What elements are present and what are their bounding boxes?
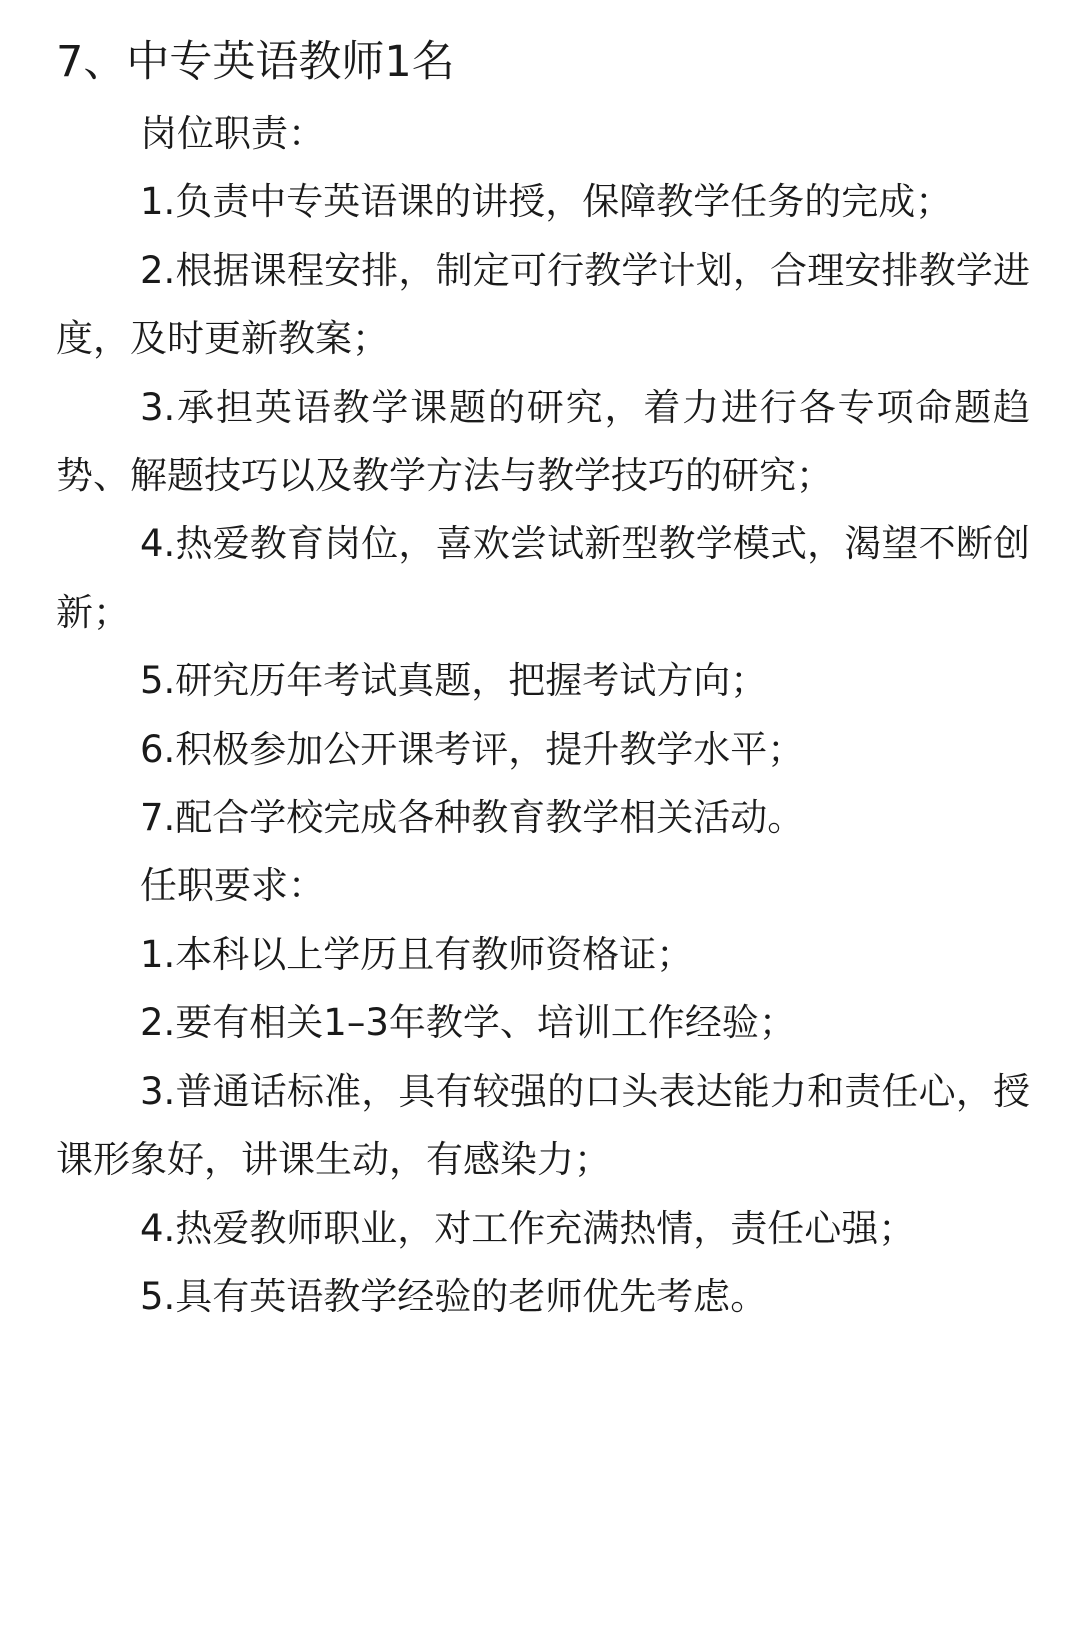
requirement-item: 1.本科以上学历且有教师资格证；: [140, 932, 694, 976]
duty-item: 6.积极参加公开课考评，提升教学水平；: [140, 727, 805, 771]
requirements-heading: 任职要求：: [140, 864, 325, 908]
requirement-item: 3.普通话标准，具有较强的口头表达能力和责任心，授课形象好，讲课生动，有感染力；: [56, 1069, 1030, 1182]
duty-item: 5.研究历年考试真题，把握考试方向；: [140, 659, 768, 703]
position-title: 7、中专英语教师1名: [56, 37, 455, 87]
duties-heading: 岗位职责：: [140, 112, 325, 155]
duty-item: 3.承担英语教学课题的研究，着力进行各专项命题趋势、解题技巧以及教学方法与教学技巧的研究；: [56, 385, 1030, 498]
duty-item: 4.热爱教育岗位，喜欢尝试新型教学模式，渴望不断创新；: [56, 522, 1030, 634]
job-posting: [56, 30, 1030, 1331]
duty-item: 7.配合学校完成各种教育教学相关活动。: [140, 796, 805, 840]
requirement-item: 2.要有相关1–3年教学、培训工作经验；: [140, 1001, 796, 1045]
duty-item: 1.负责中专英语课的讲授，保障教学任务的完成；: [140, 180, 953, 224]
requirement-item: 5.具有英语教学经验的老师优先考虑。: [140, 1274, 768, 1318]
duty-item: 2.根据课程安排，制定可行教学计划，合理安排教学进度，及时更新教案；: [56, 248, 1030, 361]
requirement-item: 4.热爱教师职业，对工作充满热情，责任心强；: [140, 1206, 916, 1250]
